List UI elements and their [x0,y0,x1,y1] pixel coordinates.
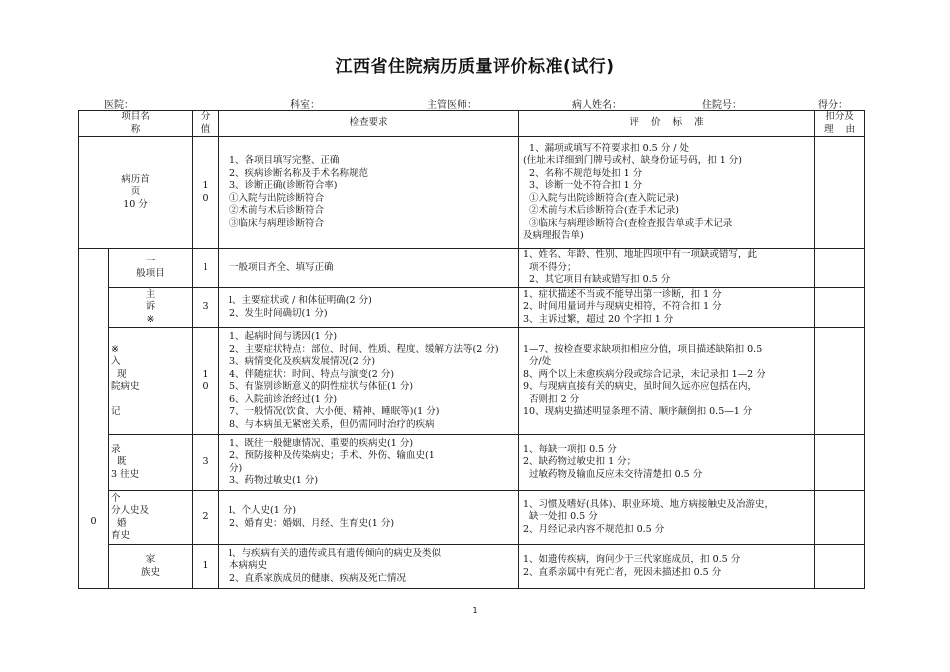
deduction-header: 扣分及 理 由 [815,111,865,137]
deduction-cell[interactable] [815,328,865,435]
table-row-past-history [79,435,865,491]
standard-frontpage: 1、漏项或填写不符要求扣 0.5 分 / 处 (住址未详细到门牌号或村、缺身份证号码，扣 1 分) 2、名称不规范每处扣 1 分 3、诊断一处不符合扣 1 分 ①入院与出院诊断符合(查入院记录) ②术前与术后诊断符合(查手术记录) ③临床与病理诊断符合(查检查报告单或手术记录 及病理报告单) [519,137,815,249]
item-personal-history: 个 分人史及 婚 育史 [109,491,193,545]
points-complaint: 3 [193,288,219,328]
table-row-complaint [79,288,865,328]
deduction-cell[interactable] [815,249,865,288]
points-header: 分 值 [193,111,219,137]
requirements-header: 检查要求 [219,111,519,137]
standard-present-illness: 1—7、按检查要求缺项扣相应分值，项目描述缺陷扣 0.5 分/处 8、两个以上未愈疾病分段或综合记录，未记录扣 1—2 分 9、与现病直接有关的病史，虽时间久远亦应包括在内， 否则扣 2 分 10、现病史描述明显条理不清、顺序颠倒扣 0.5—1 分 [519,328,815,435]
standard-personal-history: 1、习惯及嗜好(具体)、职业环境、地方病接触史及冶游史， 缺一处扣 0.5 分 2、月经记录内容不规范扣 0.5 分 [519,491,815,545]
table-row-frontpage [79,137,865,249]
item-general: 一 般项目 [109,249,193,288]
points-general: l [193,249,219,288]
standard-header: 评 价 标 准 [519,111,815,137]
item-frontpage: 病历首 页 10 分 [79,137,193,249]
points-frontpage: 1 0 [193,137,219,249]
requirements-frontpage: 1、各项目填写完整、正确 2、疾病诊断名称及手术名称规范 3、诊断正确(诊断符合率) ①入院与出院诊断符合 ②术前与术后诊断符合 ③临床与病理诊断符合 [219,137,519,249]
requirements-general: 一般项目齐全、填写正确 [219,249,519,288]
item-complaint: 主 诉 ※ [109,288,193,328]
standard-family-history: 1、如遗传疾病，询问少于三代家庭成员，扣 0.5 分 2、直系亲属中有死亡者，死因未描述扣 0.5 分 [519,545,815,589]
table-row-present-illness [79,328,865,435]
standard-past-history: 1、每缺一项扣 0.5 分 2、缺药物过敏史扣 1 分； 过敏药物及输血反应未交待清楚扣 0.5 分 [519,435,815,491]
deduction-cell[interactable] [815,491,865,545]
table-row-personal-history [79,491,865,545]
doctor-label: 主管医师： [427,100,477,111]
document-title: 江西省住院病历质量评价标准(试行) [335,57,615,77]
department-label: 科室： [290,100,320,111]
table-row-family-history [79,545,865,589]
score-label: 得分： [818,100,848,111]
points-family-history: 1 [193,545,219,589]
requirements-present-illness: 1、起病时间与诱因(1 分) 2、主要症状特点：部位、时间、性质、程度、缓解方法等(2 分) 3、病情变化及疾病发展情况(2 分) 4、伴随症状：时间、特点与演变(2 分) 5、有鉴别诊断意义的阴性症状与体征(1 分) 6、入院前诊治经过(1 分) 7、一般情况(饮食、大小便、精神、睡眠等)(1 分) 8、与本病虽无紧密关系，但仍需同时治疗的疾病 [219,328,519,435]
item-family-history: 家 族史 [109,545,193,589]
standard-general: 1、姓名、年龄、性别、地址四项中有一项缺或错写，此 项不得分； 2、其它项目有缺或错写扣 0.5 分 [519,249,815,288]
points-past-history: 3 [193,435,219,491]
requirements-personal-history: l、个人史(1 分) 2、婚育史：婚姻、月经、生育史(1 分) [219,491,519,545]
item-present-illness: ※ 入 现 院病史 记 [109,328,193,435]
patient-name-label: 病人姓名： [572,100,622,111]
requirements-past-history: 1、既往一般健康情况、重要的疾病史(1 分) 2、预防接种及传染病史；手术、外伤、输血史(1 分) 3、药物过敏史(1 分) [219,435,519,491]
standard-complaint: 1、症状描述不当或不能导出第一诊断，扣 1 分 2、时间用量词并与现病史相符，不符合扣 1 分 3、主诉过繁，超过 20 个字扣 1 分 [519,288,815,328]
header-info-row [104,96,856,110]
deduction-cell[interactable] [815,545,865,589]
points-present-illness: 1 0 [193,328,219,435]
table-header-row [79,111,865,137]
deduction-cell[interactable] [815,288,865,328]
page-number: 1 [472,606,478,615]
item-past-history: 录 既 3 往史 [109,435,193,491]
item-name-header: 项目名 称 [79,111,193,137]
points-personal-history: 2 [193,491,219,545]
evaluation-table [78,110,865,589]
requirements-family-history: l、与疾病有关的遗传或具有遗传倾向的病史及类似 本病病史 2、直系家族成员的健康、疾病及死亡情况 [219,545,519,589]
group-points: 0 [79,249,109,589]
requirements-complaint: l、主要症状或 / 和体征明确(2 分) 2、发生时间确切(1 分) [219,288,519,328]
hospital-label: 医院： [104,100,134,111]
deduction-cell[interactable] [815,435,865,491]
admission-number-label: 住院号： [702,100,742,111]
table-row-general [79,249,865,288]
deduction-cell[interactable] [815,137,865,249]
